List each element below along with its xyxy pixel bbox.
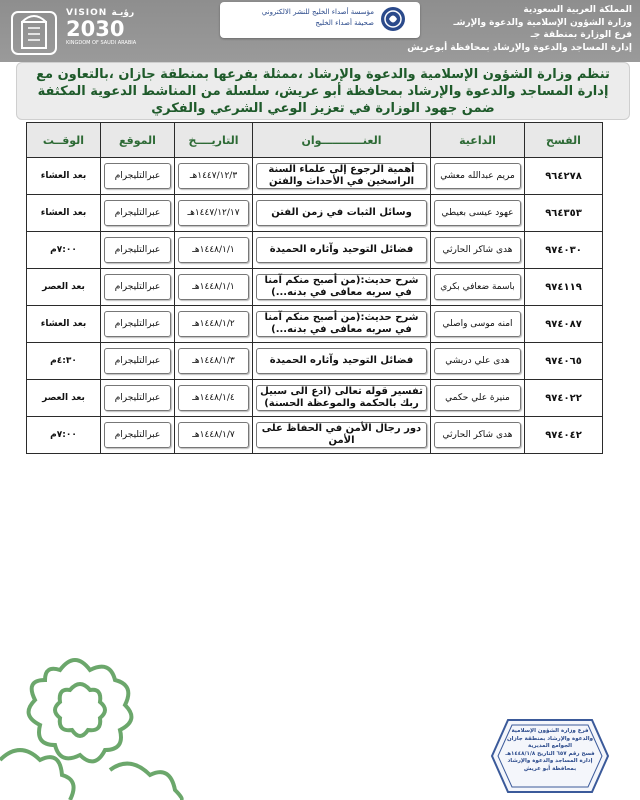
location-cell-box (104, 163, 171, 189)
time-cell (27, 195, 101, 232)
schedule-table (26, 122, 603, 454)
date-cell-text: ١٤٤٨/١/٣هـ (192, 356, 235, 366)
permit-number-cell (525, 269, 603, 306)
speaker-cell-text: هدى شاكر الحارثي (442, 430, 513, 440)
speaker-cell-text: باسمة ضعافي بكري (440, 282, 515, 292)
title-cell (253, 380, 431, 417)
speaker-cell-box (434, 237, 521, 263)
date-cell-text: ١٤٤٨/١/١هـ (192, 282, 235, 292)
speaker-cell (431, 195, 525, 232)
date-cell-box (178, 237, 249, 263)
time-cell (27, 343, 101, 380)
stamp-line: بمحافظة أبو عريش (523, 765, 577, 772)
location-cell (101, 232, 175, 269)
speaker-cell-box (434, 385, 521, 411)
publisher-logo-icon (380, 6, 406, 32)
location-cell (101, 195, 175, 232)
title-cell-text: وسائل الثبات في زمن الفتن (271, 207, 412, 218)
header-title: العنـــــــــــوان (253, 123, 431, 158)
date-cell-box (178, 200, 249, 226)
date-cell (175, 343, 253, 380)
stamp-line: فسح رقم ٦٥٧ التاريخ ١٤٤٨/١/٨هـ (505, 750, 595, 757)
stamp-text (502, 728, 598, 773)
title-cell-text: فضائل التوحيد وآثاره الحميدة (269, 355, 414, 366)
title-cell-text: فضائل التوحيد وآثاره الحميدة (269, 244, 414, 255)
date-cell-box (178, 422, 249, 448)
vision-subtitle: KINGDOM OF SAUDI ARABIA (66, 40, 137, 46)
header-speaker: الداعية (431, 123, 525, 158)
permit-number-cell-text: ٩٧٤١١٩ (545, 281, 582, 293)
title-cell (253, 232, 431, 269)
speaker-cell (431, 306, 525, 343)
vision-2030-logo (66, 8, 146, 54)
title-cell-box (256, 385, 427, 411)
ministry-line: فرع الوزارة بمنطقة جـ (530, 30, 632, 40)
location-cell-box (104, 422, 171, 448)
speaker-cell-box (434, 163, 521, 189)
time-cell (27, 158, 101, 195)
date-cell-box (178, 274, 249, 300)
official-stamp (488, 716, 612, 796)
speaker-cell-box (434, 311, 521, 337)
ministry-line: إدارة المساجد والدعوة والإرشاد بمحافظة أبوعريش (407, 42, 632, 53)
time-cell-text: بعد العصر (42, 282, 85, 292)
stamp-line: إدارة المساجد والدعوة والإرشاد (507, 758, 593, 764)
title-cell (253, 306, 431, 343)
table-row (27, 306, 603, 343)
time-cell-text: بعد العشاء (40, 171, 87, 181)
permit-number-cell (525, 306, 603, 343)
time-cell (27, 269, 101, 306)
date-cell-text: ١٤٤٨/١/٧هـ (192, 430, 235, 440)
speaker-cell-text: منيرة علي حكمي (445, 393, 510, 403)
table-row (27, 195, 603, 232)
title-cell-box (256, 311, 427, 337)
time-cell-text: بعد العشاء (40, 319, 87, 329)
title-cell-box (256, 348, 427, 374)
permit-number-cell-text: ٩٧٤٠٣٠ (545, 244, 582, 256)
time-cell (27, 306, 101, 343)
title-cell-box (256, 274, 427, 300)
ministry-emblem-icon (8, 6, 60, 58)
location-cell-box (104, 274, 171, 300)
time-cell-text: ٧:٠٠م (50, 430, 77, 440)
speaker-cell-text: مريم عبدالله معشي (440, 171, 515, 181)
header-number: الفسح (525, 123, 603, 158)
title-cell (253, 195, 431, 232)
date-cell-text: ١٤٤٧/١٢/٣هـ (189, 171, 238, 181)
title-cell-text: تفسير قوله تعالى (ادع الى سبيل ربك بالحكمة والموعظة الحسنة) (260, 386, 423, 409)
publisher-name: مؤسسة أصداء الخليج للنشر الالكتروني (261, 8, 374, 16)
speaker-cell (431, 158, 525, 195)
title-cell-text: دور رجال الأمن في الحفاظ على الأمن (261, 423, 422, 446)
title-cell-text: شرح حديث:(من أصبح منكم آمنا في سربه معافى في بدنه...) (264, 275, 419, 298)
header-date: التاريــــخ (175, 123, 253, 158)
title-cell-text: أهمية الرجوع إلى علماء السنة الراسخين في الأحداث والفتن (268, 164, 415, 187)
stamp-line: الجوامع المديرية (527, 743, 573, 749)
title-cell-box (256, 237, 427, 263)
permit-number-cell-text: ٩٦٤٣٥٣ (545, 207, 582, 219)
title-cell-box (256, 200, 427, 226)
speaker-cell-text: هدى علي دربشي (445, 356, 510, 366)
permit-number-cell (525, 232, 603, 269)
speaker-cell-box (434, 274, 521, 300)
table-header-row (27, 123, 603, 158)
date-cell-box (178, 385, 249, 411)
location-cell (101, 380, 175, 417)
title-cell (253, 343, 431, 380)
location-cell-text: عبرالتليجرام (114, 319, 161, 329)
table-row (27, 158, 603, 195)
stamp-line: فرع وزارة الشؤون الإسلامية (511, 728, 589, 734)
date-cell-text: ١٤٤٨/١/٤هـ (192, 393, 235, 403)
location-cell (101, 306, 175, 343)
location-cell-text: عبرالتليجرام (114, 393, 161, 403)
date-cell (175, 269, 253, 306)
decorative-pattern (0, 650, 190, 800)
date-cell (175, 306, 253, 343)
location-cell-box (104, 237, 171, 263)
title-cell-box (256, 422, 427, 448)
ministry-line: وزارة الشؤون الإسلامية والدعوة والإرشـ (453, 17, 632, 28)
title-cell-box (256, 163, 427, 189)
time-cell-text: بعد العشاء (40, 208, 87, 218)
speaker-cell (431, 417, 525, 454)
location-cell-text: عبرالتليجرام (114, 430, 161, 440)
time-cell-text: بعد العصر (42, 393, 85, 403)
title-cell (253, 417, 431, 454)
title-cell (253, 269, 431, 306)
stamp-line: والدعوة والإرشاد بمنطقة جازان (506, 735, 594, 742)
permit-number-cell (525, 380, 603, 417)
header-time: الوقــت (27, 123, 101, 158)
permit-number-cell-text: ٩٧٤٠٨٧ (545, 318, 582, 330)
header-band (0, 0, 640, 62)
location-cell (101, 158, 175, 195)
date-cell-text: ١٤٤٨/١/٢هـ (192, 319, 235, 329)
permit-number-cell (525, 158, 603, 195)
speaker-cell (431, 343, 525, 380)
time-cell (27, 380, 101, 417)
location-cell-box (104, 385, 171, 411)
table-row (27, 269, 603, 306)
table-row (27, 232, 603, 269)
location-cell-box (104, 311, 171, 337)
date-cell (175, 195, 253, 232)
location-cell-text: عبرالتليجرام (114, 208, 161, 218)
publisher-newspaper: صحيفة أصداء الخليج (315, 19, 374, 27)
header-location: الموقع (101, 123, 175, 158)
date-cell-box (178, 311, 249, 337)
location-cell (101, 343, 175, 380)
date-cell-text: ١٤٤٧/١٢/١٧هـ (187, 208, 240, 218)
permit-number-cell-text: ٩٧٤٠٢٢ (545, 392, 582, 404)
table-row (27, 343, 603, 380)
speaker-cell-text: هدى شاكر الحارثي (442, 245, 513, 255)
permit-number-cell-text: ٩٧٤٠٤٢ (545, 429, 582, 441)
vision-label: VISION رؤيـة (66, 8, 135, 18)
location-cell (101, 417, 175, 454)
speaker-cell-box (434, 348, 521, 374)
date-cell (175, 158, 253, 195)
date-cell (175, 380, 253, 417)
speaker-cell-box (434, 422, 521, 448)
speaker-cell (431, 269, 525, 306)
table-row (27, 417, 603, 454)
table-row (27, 380, 603, 417)
intro-text: تنظم وزارة الشؤون الإسلامية والدعوة والإرشاد ،ممثلة بفرعها بمنطقة جازان ،بالتعاون مع إدارة المساجد والدعوة والإرشاد بمحافظة أبو عريش، سلسلة من المناشط الدعوية المكثفة ضمن جهود الوزارة في تعزيز الوعي الشرعي والفكري (36, 67, 610, 116)
intro-banner (16, 62, 630, 120)
date-cell-box (178, 163, 249, 189)
location-cell-text: عبرالتليجرام (114, 282, 161, 292)
location-cell-text: عبرالتليجرام (114, 356, 161, 366)
date-cell (175, 417, 253, 454)
date-cell (175, 232, 253, 269)
location-cell-box (104, 200, 171, 226)
title-cell-text: شرح حديث:(من أصبح منكم آمنا في سربه معافى في بدنه...) (264, 312, 419, 335)
speaker-cell (431, 232, 525, 269)
ministry-header-text (407, 4, 632, 54)
speaker-cell-text: عهود عيسى بعيطي (441, 208, 514, 218)
time-cell (27, 417, 101, 454)
date-cell-box (178, 348, 249, 374)
location-cell-text: عبرالتليجرام (114, 171, 161, 181)
date-cell-text: ١٤٤٨/١/١هـ (192, 245, 235, 255)
ministry-line: المملكة العربية السعودية (523, 5, 632, 15)
location-cell-box (104, 348, 171, 374)
location-cell-text: عبرالتليجرام (114, 245, 161, 255)
speaker-cell-text: امنه موسى واصلي (442, 319, 513, 329)
vision-year: 2030 (66, 17, 125, 41)
title-cell (253, 158, 431, 195)
publisher-badge (220, 2, 420, 38)
location-cell (101, 269, 175, 306)
speaker-cell (431, 380, 525, 417)
time-cell-text: ٧:٠٠م (50, 245, 77, 255)
time-cell (27, 232, 101, 269)
time-cell-text: ٤:٣٠م (50, 356, 77, 366)
speaker-cell-box (434, 200, 521, 226)
permit-number-cell (525, 417, 603, 454)
permit-number-cell (525, 343, 603, 380)
permit-number-cell-text: ٩٦٤٢٧٨ (545, 170, 582, 182)
permit-number-cell-text: ٩٧٤٠٦٥ (545, 355, 582, 367)
permit-number-cell (525, 195, 603, 232)
